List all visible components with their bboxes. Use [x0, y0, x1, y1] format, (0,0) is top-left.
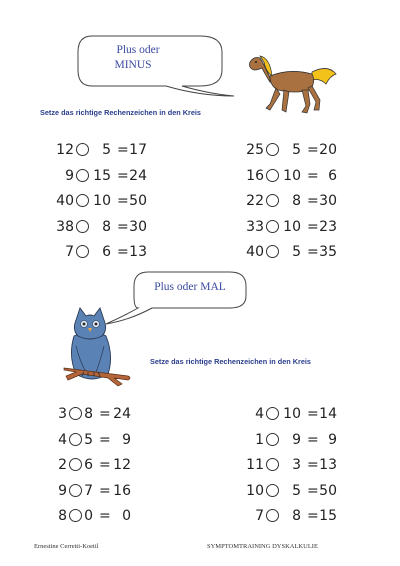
equals-sign: =	[307, 218, 319, 235]
operator-circle[interactable]	[266, 433, 279, 446]
result: 6	[328, 167, 337, 184]
result: 50	[129, 193, 147, 209]
operator-circle[interactable]	[76, 194, 89, 207]
footer-author: Ernestine Cerretti-Koetil	[34, 543, 99, 550]
operator-circle[interactable]	[266, 169, 279, 182]
equation-row	[55, 217, 165, 237]
result: 20	[319, 142, 337, 158]
equation-row	[245, 166, 355, 186]
equation-row	[245, 455, 355, 475]
equation-row	[245, 506, 355, 526]
operand-a: 38	[56, 218, 74, 235]
equation-row	[245, 430, 355, 450]
equals-sign: =	[117, 193, 129, 209]
operand-b: 3	[292, 457, 301, 473]
result: 17	[129, 142, 147, 158]
equals-sign: =	[117, 167, 129, 184]
operator-circle[interactable]	[76, 143, 89, 156]
equation-row	[245, 191, 355, 211]
equals-sign: =	[99, 508, 111, 524]
operand-b: 8	[292, 193, 301, 209]
equals-sign: =	[307, 193, 319, 209]
operand-b: 8	[292, 508, 301, 524]
operand-a: 40	[246, 244, 264, 260]
operand-b: 5	[292, 244, 301, 260]
equation-row	[245, 217, 355, 237]
operand-b: 7	[84, 482, 93, 499]
operand-b: 10	[283, 406, 301, 422]
result: 50	[319, 482, 337, 499]
result: 16	[113, 482, 131, 499]
operand-a: 16	[246, 167, 264, 184]
equation-row	[55, 166, 165, 186]
result: 35	[319, 244, 337, 260]
result: 12	[113, 457, 131, 473]
result: 15	[319, 508, 337, 524]
result: 0	[122, 508, 131, 524]
equation-row	[55, 140, 165, 160]
instruction-2: Setze das richtige Rechenzeichen in den Kreis	[150, 357, 311, 366]
result: 13	[319, 457, 337, 473]
equals-sign: =	[99, 406, 111, 422]
operator-circle[interactable]	[266, 143, 279, 156]
equals-sign: =	[99, 482, 111, 499]
operator-circle[interactable]	[266, 220, 279, 233]
equation-row	[55, 404, 165, 424]
operand-a: 1	[255, 431, 264, 448]
operator-circle[interactable]	[76, 169, 89, 182]
equation-row	[55, 430, 165, 450]
equation-row	[245, 481, 355, 501]
equation-row	[55, 242, 165, 262]
equation-row	[55, 191, 165, 211]
result: 23	[319, 218, 337, 235]
bubble-text-plus-mal: Plus oder MAL	[154, 281, 226, 293]
result: 30	[319, 193, 337, 209]
owl-illustration	[62, 306, 134, 392]
operand-b: 0	[84, 508, 93, 524]
equals-sign: =	[117, 218, 129, 235]
equals-sign: =	[117, 142, 129, 158]
operator-circle[interactable]	[76, 245, 89, 258]
instruction-1: Setze das richtige Rechenzeichen in den Kreis	[40, 108, 201, 117]
bubble-text-line1: Plus oder	[116, 44, 160, 56]
operand-a: 11	[246, 457, 264, 473]
equals-sign: =	[307, 167, 319, 184]
operand-b: 6	[102, 244, 111, 260]
equals-sign: =	[307, 142, 319, 158]
operator-circle[interactable]	[266, 509, 279, 522]
operand-a: 40	[56, 193, 74, 209]
operand-b: 5	[292, 482, 301, 499]
operand-b: 8	[84, 406, 93, 422]
operand-a: 9	[58, 482, 67, 499]
operand-a: 10	[246, 482, 264, 499]
operand-b: 5	[84, 431, 93, 448]
result: 9	[122, 431, 131, 448]
equals-sign: =	[307, 482, 319, 499]
equation-row	[245, 140, 355, 160]
operand-a: 2	[58, 457, 67, 473]
operand-b: 15	[93, 167, 111, 184]
equals-sign: =	[117, 244, 129, 260]
equation-row	[245, 404, 355, 424]
equals-sign: =	[307, 508, 319, 524]
operator-circle[interactable]	[76, 220, 89, 233]
equation-row	[245, 242, 355, 262]
equals-sign: =	[99, 457, 111, 473]
equation-row	[55, 506, 165, 526]
operand-a: 12	[56, 142, 74, 158]
operand-b: 5	[102, 142, 111, 158]
result: 13	[129, 244, 147, 260]
operand-b: 9	[292, 431, 301, 448]
operator-circle[interactable]	[266, 245, 279, 258]
operand-b: 6	[84, 457, 93, 473]
operand-b: 5	[292, 142, 301, 158]
operator-circle[interactable]	[266, 194, 279, 207]
result: 14	[319, 406, 337, 422]
operand-b: 10	[283, 167, 301, 184]
equals-sign: =	[307, 406, 319, 422]
operand-a: 7	[255, 508, 264, 524]
equation-row	[55, 455, 165, 475]
operator-circle[interactable]	[266, 484, 279, 497]
bubble-text-line2: MINUS	[114, 59, 152, 71]
footer-title: SYMPTOMTRAINING DYSKALKULIE	[207, 543, 318, 550]
operator-circle[interactable]	[266, 407, 279, 420]
result: 24	[129, 167, 147, 184]
operand-a: 25	[246, 142, 264, 158]
operand-b: 10	[93, 193, 111, 209]
operand-a: 7	[65, 244, 74, 260]
result: 24	[113, 406, 131, 422]
equation-row	[55, 481, 165, 501]
result: 30	[129, 218, 147, 235]
operand-a: 8	[58, 508, 67, 524]
result: 9	[328, 431, 337, 448]
operand-a: 22	[246, 193, 264, 209]
operand-a: 4	[255, 406, 264, 422]
operand-a: 33	[246, 218, 264, 235]
operator-circle[interactable]	[266, 458, 279, 471]
operand-a: 3	[58, 406, 67, 422]
equals-sign: =	[307, 431, 319, 448]
equals-sign: =	[307, 244, 319, 260]
operand-a: 9	[65, 167, 74, 184]
equals-sign: =	[99, 431, 111, 448]
operand-a: 4	[58, 431, 67, 448]
horse-illustration	[240, 50, 340, 120]
operand-b: 10	[283, 218, 301, 235]
equals-sign: =	[307, 457, 319, 473]
operand-b: 8	[102, 218, 111, 235]
